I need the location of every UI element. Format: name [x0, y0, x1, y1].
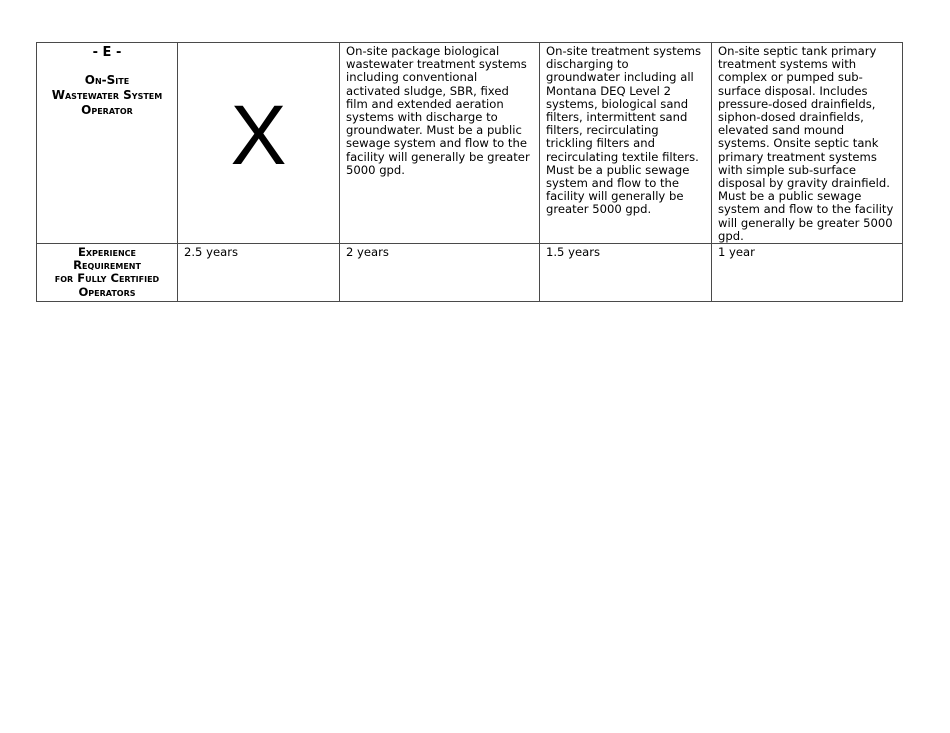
class-title-line-1: On-Site [84, 73, 130, 87]
class-e-row [37, 43, 903, 244]
class-letter: - E - [92, 45, 122, 60]
experience-value-3: 1.5 years [540, 244, 712, 302]
experience-label-line-2: for Fully Certified [54, 271, 160, 286]
description-cell-2: On-site treatment systems discharging to groundwater including all Montana DEQ Level 2 systems, biological sand filters, intermittent sand filters, recirculating trickling filters and recirculating textile filters. Must be a public sewage system and flow to the facility will generally be greater 5000 gpd. [540, 43, 712, 244]
experience-label-line-1: Experience Requirement [73, 245, 141, 273]
not-applicable-cell [178, 43, 340, 244]
description-cell-3: On-site septic tank primary treatment systems with complex or pumped sub-surface disposal. Includes pressure-dosed drainfields, siphon-dosed drainfields, elevated sand mound systems. Onsite septic tank primary treatment systems with simple sub-surface disposal by gravity drainfield. Must be a public sewage system and flow to the facility will generally be greater 5000 gpd. [712, 43, 903, 244]
class-header-cell [37, 43, 178, 244]
not-applicable-mark: X [230, 88, 287, 182]
experience-row [37, 244, 903, 302]
experience-value-4: 1 year [712, 244, 903, 302]
class-title-line-3: Operator [81, 103, 133, 117]
experience-value-1: 2.5 years [178, 244, 340, 302]
class-title-line-2: Wastewater System [51, 88, 163, 102]
description-cell-1: On-site package biological wastewater treatment systems including conventional activated sludge, SBR, fixed film and extended aeration systems with discharge to groundwater. Must be a public sewage system and flow to the facility will generally be greater 5000 gpd. [340, 43, 540, 244]
experience-label-cell [37, 244, 178, 302]
certification-table [36, 42, 903, 302]
experience-value-2: 2 years [340, 244, 540, 302]
class-title [43, 73, 171, 118]
experience-label-line-3: Operators [78, 284, 136, 299]
